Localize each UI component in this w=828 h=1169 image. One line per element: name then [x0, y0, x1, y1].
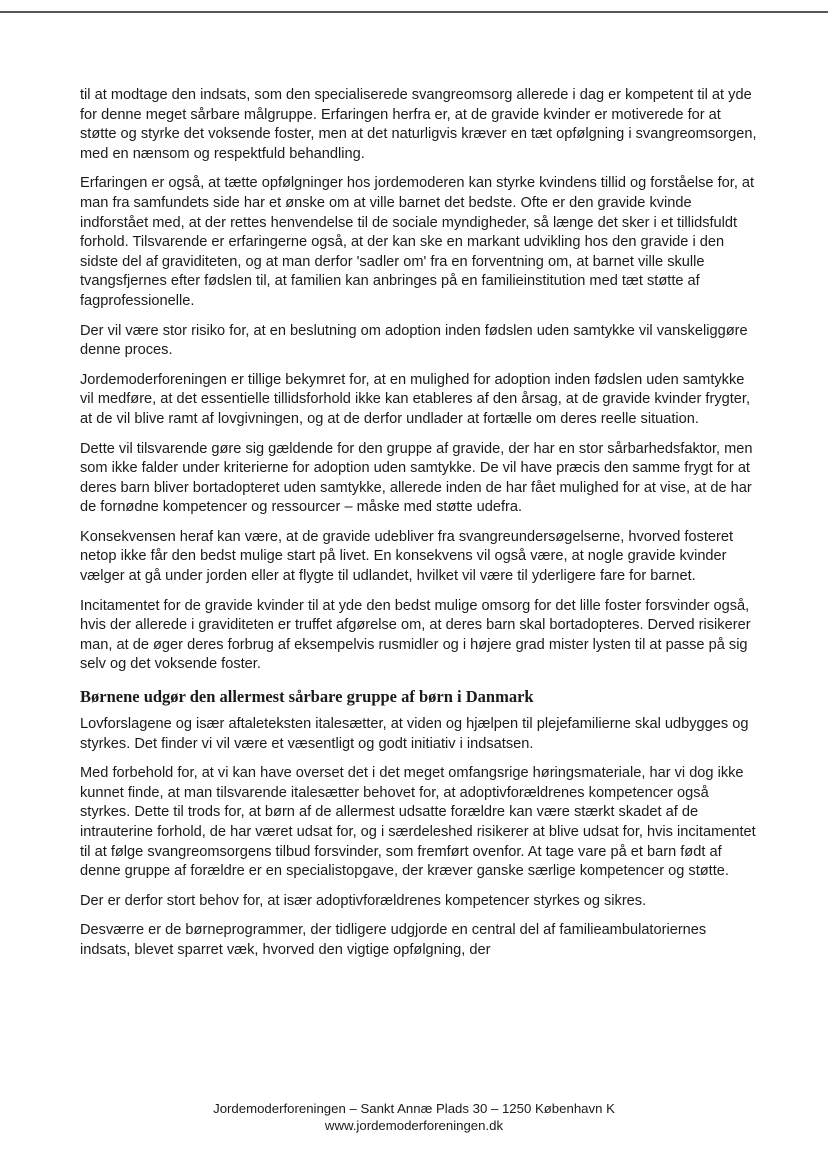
paragraph: til at modtage den indsats, som den specialiserede svangreomsorg allerede i dag er kompetent til at yde for denne meget sårbare målgruppe. Erfaringen herfra er, at de gravide kvinder er motiverede for at støtte og styrke det voksende foster, men at det naturligvis kræver en tæt opfølgning i svangreomsorgen, med en nænsom og respektfuld behandling. — [80, 87, 757, 162]
footer-website: www.jordemoderforeningen.dk — [324, 1118, 504, 1133]
paragraph: Erfaringen er også, at tætte opfølgninger hos jordemoderen kan styrke kvindens tillid og forståelse for, at man fra samfundets side har et ønske om at ville barnet det bedste. Ofte er den gravide kvinde indforstået med, at der rettes henvendelse til de sociale myndigheder, så længe det sker i et tillidsfuldt forhold. Tilsvarende er erfaringerne også, at der kan ske en markant udvikling hos den gravide i den sidste del af graviditeten, og at man derfor 'sadler om' fra en forventning om, at barnet ville skulle tvangsfjernes efter fødslen til, at familien kan anbringes på en familieinstitution med tæt støtte af fagprofessionelle. — [80, 175, 755, 309]
page-footer — [0, 1100, 828, 1134]
paragraph: Dette vil tilsvarende gøre sig gældende for den gruppe af gravide, der har en stor sårbarhedsfaktor, men som ikke falder under kriterierne for adoption uden samtykke. De vil have præcis den samme frygt for at deres barn bliver bortadopteret uden samtykke, allerede inden de har fået mulighed for at vise, at de har de fornødne kompetencer og ressourcer – måske med støtte udefra. — [80, 440, 753, 516]
paragraph: Der vil være stor risiko for, at en beslutning om adoption inden fødslen uden samtykke vil vanskeliggøre denne proces. — [80, 322, 748, 359]
paragraph: Med forbehold for, at vi kan have overset det i det meget omfangsrige høringsmateriale, har vi dog ikke kunnet finde, at man tilsvarende italesætter behovet for, at adoptivforældrenes kompetencer også styrkes. Dette til trods for, at børn af de allermest udsatte forældre kan være stærkt skadet af de intrauterine forhold, de har været udsat for, og i særdeleshed risikerer at blive udsat for, hvis incitamentet til at følge svangreomsorgens tilbud forsvinder, som fremført ovenfor. At tage vare på et barn født af denne gruppe af forældre er en specialistopgave, der kræver ganske særlige kompetencer og støtte. — [80, 765, 756, 880]
page-top-edge — [0, 11, 828, 13]
document-body — [80, 86, 760, 971]
footer-address: Jordemoderforeningen – Sankt Annæ Plads 30 – 1250 København K — [213, 1101, 615, 1116]
paragraph: Konsekvensen heraf kan være, at de gravide udebliver fra svangreundersøgelserne, hvorved fosteret netop ikke får den bedst mulige start på livet. En konsekvens vil også være, at nogle gravide kvinder vælger at gå under jorden eller at flygte til udlandet, hvilket vil være til yderligere fare for barnet. — [80, 528, 734, 585]
paragraph: Jordemoderforeningen er tillige bekymret for, at en mulighed for adoption inden fødslen uden samtykke vil medføre, at det essentielle tillidsforhold ikke kan etableres af den årsag, at de gravide kvinder frygter, at de vil blive ramt af lovgivningen, og at de derfor undlader at fortælle om deres reelle situation. — [80, 371, 751, 427]
paragraph: Desværre er de børneprogrammer, der tidligere udgjorde en central del af familieambulatoriernes indsats, blevet sparret væk, hvorved den vigtige opfølgning, der — [80, 922, 707, 958]
paragraph: Incitamentet for de gravide kvinder til at yde den bedst mulige omsorg for det lille foster forsvinder også, hvis der allerede i graviditeten er truffet afgørelse om, at deres barn skal bortadopteres. Derved risikerer man, at de øger deres forbrug af eksempelvis rusmidler og i højere grad mister lysten til at passe på sig selv og det voksende foster. — [80, 597, 751, 673]
paragraph: Lovforslagene og især aftaleteksten italesætter, at viden og hjælpen til plejefamilierne skal udbygges og styrkes. Det finder vi vil være et væsentligt og godt initiativ i indsatsen. — [80, 716, 749, 752]
paragraph: Der er derfor stort behov for, at især adoptivforældrenes kompetencer styrkes og sikres. — [80, 892, 647, 909]
section-heading: Børnene udgør den allermest sårbare gruppe af børn i Danmark — [80, 687, 534, 707]
